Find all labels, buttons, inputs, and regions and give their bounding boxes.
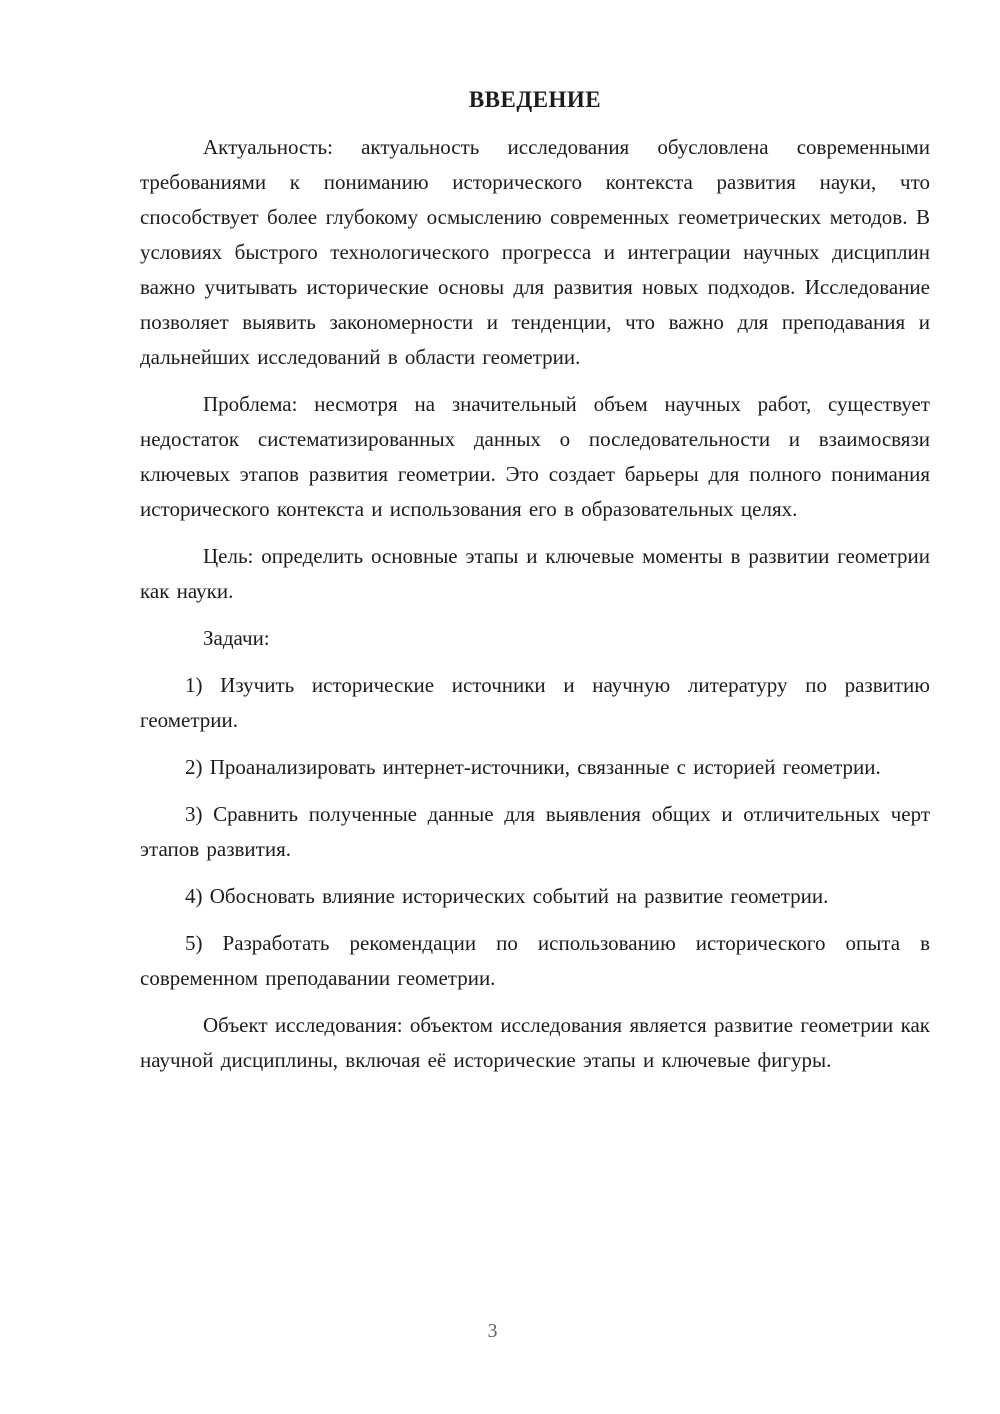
paragraph-actuality: Актуальность: актуальность исследования обусловлена современными требованиями к пониманию исторического контекста развития науки, что способствует более глубокому осмыслению современных геометрических методов. В условиях быстрого технологического прогресса и интеграции научных дисциплин важно учитывать исторические основы для развития новых подходов. Исследование позволяет выявить закономерности и тенденции, что важно для преподавания и дальнейших исследований в области геометрии. bbox=[140, 135, 930, 369]
paragraph-goal: Цель: определить основные этапы и ключевые моменты в развитии геометрии как науки. bbox=[140, 544, 930, 603]
task-item-2: 2) Проанализировать интернет-источники, связанные с историей геометрии. bbox=[185, 755, 881, 779]
task-item-5: 5) Разработать рекомендации по использованию исторического опыта в современном преподавании геометрии. bbox=[140, 931, 930, 990]
page-number: 3 bbox=[487, 1320, 498, 1342]
paragraph-tasks-heading: Задачи: bbox=[203, 626, 270, 650]
page-title: ВВЕДЕНИЕ bbox=[468, 87, 602, 112]
paragraph-problem: Проблема: несмотря на значительный объем научных работ, существует недостаток систематизированных данных о последовательности и взаимосвязи ключевых этапов развития геометрии. Это создает барьеры для полного понимания исторического контекста и использования его в образовательных целях. bbox=[140, 392, 930, 521]
task-item-4: 4) Обосновать влияние исторических событий на развитие геометрии. bbox=[185, 884, 829, 908]
task-item-3: 3) Сравнить полученные данные для выявления общих и отличительных черт этапов развития. bbox=[140, 802, 930, 861]
paragraph-research-object: Объект исследования: объектом исследования является развитие геометрии как научной дисциплины, включая её исторические этапы и ключевые фигуры. bbox=[140, 1013, 930, 1072]
task-item-1: 1) Изучить исторические источники и научную литературу по развитию геометрии. bbox=[140, 673, 930, 732]
